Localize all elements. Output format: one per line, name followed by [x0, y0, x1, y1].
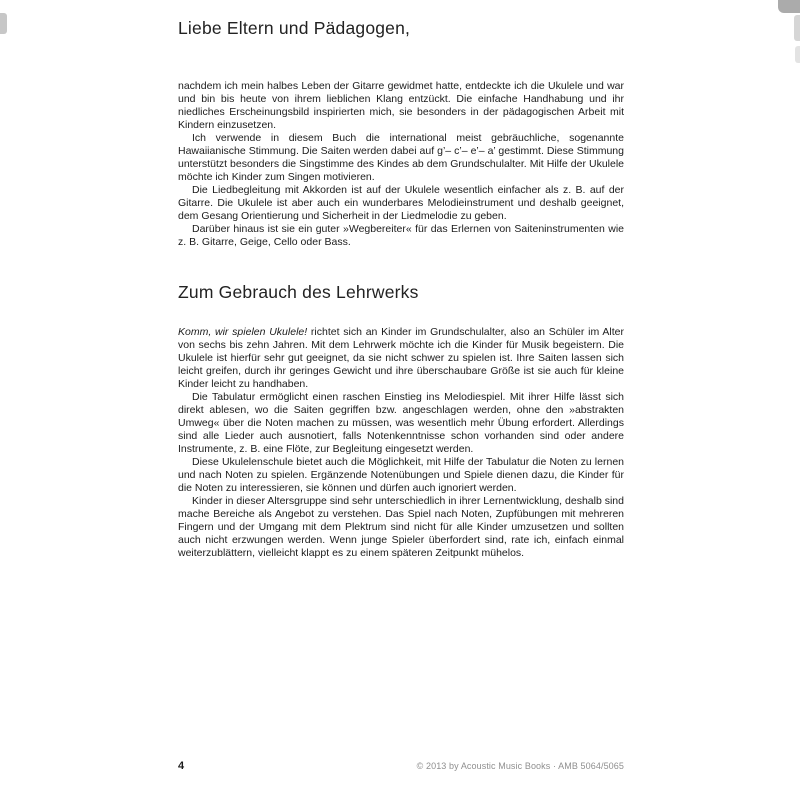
- paragraph-text: richtet sich an Kinder im Grundschulalter, also an Schüler im Alter von sechs bis zehn Jahren. Mit dem Lehrwerk möchte ich die Kinder für Musik begeistern. Die Ukulele ist hierfür sehr gut geeignet, da sie nicht schwer zu spielen ist. Ihre Saiten lassen sich leicht greifen, durch ihr geringes Gewicht und ihre überschaubare Größe ist sie auch für kleine Kinder leicht zu handhaben.: [178, 326, 624, 390]
- scan-artifact: [778, 0, 800, 13]
- section-heading-eltern: Liebe Eltern und Pädagogen,: [178, 18, 411, 38]
- book-title-italic: Komm, wir spielen Ukulele!: [178, 326, 308, 338]
- page-number: 4: [178, 760, 185, 772]
- body-paragraph: nachdem ich mein halbes Leben der Gitarre gewidmet hatte, entdeckte ich die Ukulele und war und bin bis heute von ihrem lieblichen Klang entzückt. Die einfache Handhabung und ihr niedliches Erscheinungsbild inspirierten mich, sie besonders in der pädagogischen Arbeit mit Kindern einzusetzen.: [178, 80, 624, 131]
- body-paragraph: [178, 326, 624, 391]
- scan-artifact: [794, 15, 800, 41]
- body-paragraph: Kinder in dieser Altersgruppe sind sehr unterschiedlich in ihrer Lernentwicklung, deshalb sind mache Bereiche als Angebot zu verstehen. Das Spiel nach Noten, Zupfübungen mit mehreren Fingern und der Umgang mit dem Plektrum sind nicht für alle Kinder umzusetzen und sollten auch nicht erzwungen werden. Wenn junge Spieler überfordert sind, rate ich, einfach einmal weiterzublättern, vielleicht klappt es zu einem späteren Zeitpunkt mühelos.: [178, 495, 624, 559]
- body-paragraph: Ich verwende in diesem Buch die international meist gebräuchliche, sogenannte Hawaiianische Stimmung. Die Saiten werden dabei auf g’– c’– e’– a’ gestimmt. Diese Stimmung unterstützt besonders die Singstimme des Kindes ab dem Grundschulalter. Mit Hilfe der Ukulele möchte ich Kinder zum Singen motivieren.: [178, 132, 624, 183]
- imprint-text: © 2013 by Acoustic Music Books · AMB 5064/5065: [416, 761, 624, 771]
- scan-artifact: [795, 46, 800, 63]
- scan-artifact: [0, 13, 7, 34]
- section-heading-gebrauch: Zum Gebrauch des Lehrwerks: [178, 282, 419, 302]
- body-paragraph: Darüber hinaus ist sie ein guter »Wegbereiter« für das Erlernen von Saiteninstrumenten wie z. B. Gitarre, Geige, Cello oder Bass.: [178, 223, 624, 248]
- body-paragraph: Diese Ukulelenschule bietet auch die Möglichkeit, mit Hilfe der Tabulatur die Noten zu lernen und nach Noten zu spielen. Ergänzende Notenübungen und Spiele dienen dazu, die Kinder für die Noten zu interessieren, sie können und dürfen auch ignoriert werden.: [178, 456, 624, 494]
- page-content: [178, 18, 624, 560]
- page-footer: [178, 760, 624, 772]
- body-paragraph: Die Liedbegleitung mit Akkorden ist auf der Ukulele wesentlich einfacher als z. B. auf der Gitarre. Die Ukulele ist aber auch ein wunderbares Melodieinstrument und deshalb geeignet, dem Gesang Orientierung und Sicherheit in der Liedmelodie zu geben.: [178, 184, 624, 222]
- body-paragraph: Die Tabulatur ermöglicht einen raschen Einstieg ins Melodiespiel. Mit ihrer Hilfe lässt sich direkt ablesen, wo die Saiten gegriffen bzw. angeschlagen werden, ohne den »abstrakten Umweg« über die Noten machen zu müssen, was wesentlich mehr Übung erfordert. Allerdings sind alle Lieder auch ausnotiert, falls Notenkenntnisse schon vorhanden sind oder andere Instrumente, z. B. eine Flöte, zur Begleitung eingesetzt werden.: [178, 391, 624, 455]
